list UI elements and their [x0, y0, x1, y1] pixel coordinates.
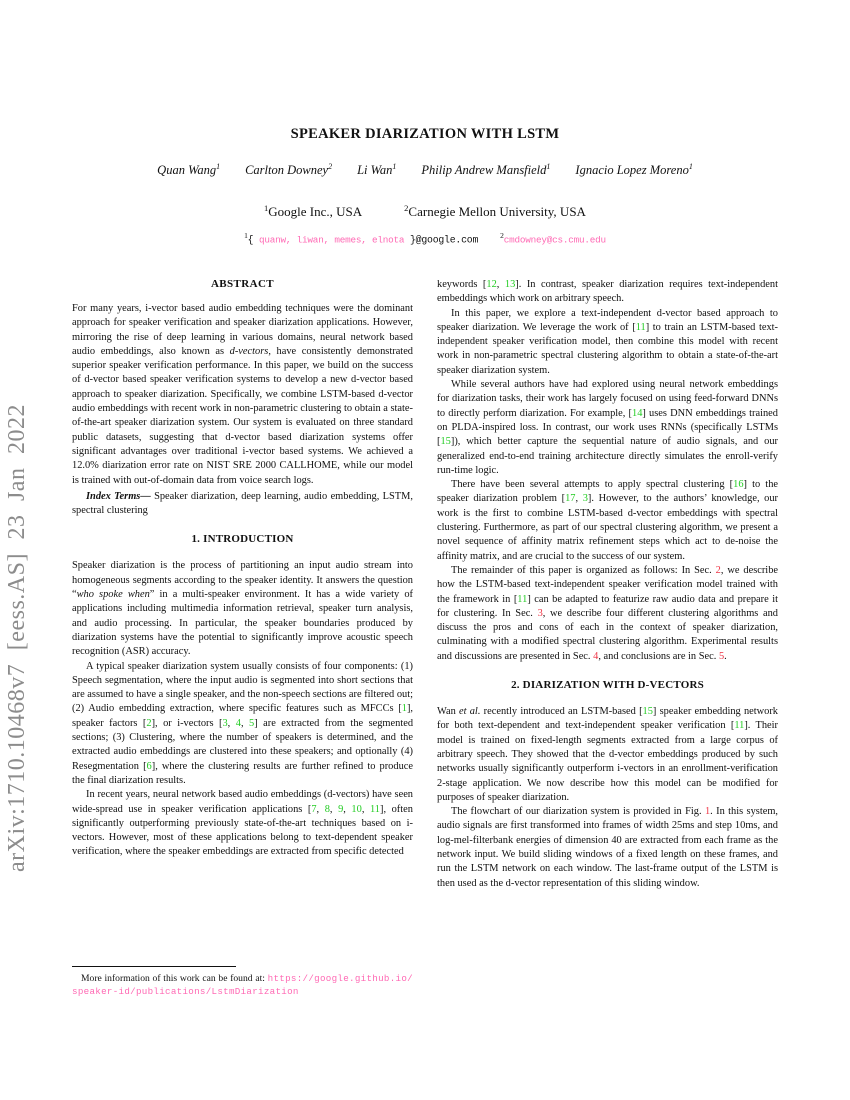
section-ref-link[interactable]: 1 — [704, 806, 711, 818]
text-span: d-vectors — [229, 345, 269, 357]
intro-paragraph — [72, 788, 413, 859]
body-paragraph — [437, 564, 778, 664]
affil-sup: 2 — [404, 203, 409, 213]
body-paragraph — [437, 378, 778, 478]
footnote — [72, 966, 413, 998]
text-span: More information of this work can be found at: — [81, 973, 268, 984]
text-span: In recent years, neural network based audio embeddings (d-vectors) have seen wide-spread use in speaker verification applications [ — [72, 789, 413, 815]
author-affil-sup: 1 — [216, 162, 221, 171]
text-span: ] speaker embedding network for both text-dependent and text-independent speaker verification [ — [437, 706, 778, 732]
text-span: Speaker diarization is the process of partitioning an input audio stream into homogeneous segments according to the speaker identity. It answers the question “ — [72, 560, 413, 601]
citation-link[interactable]: 13 — [504, 279, 516, 290]
author-name: Quan Wang — [157, 163, 217, 177]
text-span: ] are extracted from the segmented sections; (3) Clustering, where the number of speakers is determined, and the extracted audio embeddings are clustered into these speakers; and optionally (4) Resegmentation [ — [72, 717, 414, 772]
text-span: , have consistently demonstrated superior speaker verification performance. In this paper, we build on the success of d-vector based speaker verification systems to develop a new d-vector based approach to speaker diarization. Specifically, we combine LSTM-based d-vector audio embeddings with recent work in non-parametric clustering to obtain a state-of-the-art speaker diarization system. Our system is evaluated on three standard public datasets, suggesting that d-vector based diarization systems offer significant advantages over traditional i-vector based systems. We achieved a 12.0% diarization error rate on NIST SRE 2000 CALLHOME, while our model is trained with out-of-domain data from voice search logs. — [72, 345, 414, 486]
url-link[interactable]: memes — [334, 234, 362, 246]
citation-link[interactable]: 15 — [440, 436, 451, 448]
url-link[interactable]: , — [361, 234, 373, 246]
text-span: The remainder of this paper is organized as follows: In Sec. — [451, 564, 716, 576]
text-span: ]), which better capture the sequential nature of audio signals, and our generalized end-to-end training architecture directly simulates the enroll-verify run-time logic. — [437, 436, 778, 476]
citation-link[interactable]: 7 — [311, 803, 317, 815]
abstract-heading: ABSTRACT — [210, 278, 275, 290]
body-paragraph — [437, 278, 778, 307]
url-link[interactable]: elnota — [372, 234, 405, 246]
text-span: ], where the clustering results are further refined to produce the final diarization results. — [72, 760, 413, 786]
affiliation — [404, 203, 586, 220]
text-span: For many years, i-vector based audio embedding techniques were the dominant approach for speaker verification and speaker diarization applications. However, mirroring the rise of deep learning in various domains, neural network based audio embeddings, also known as — [72, 303, 413, 357]
citation-link[interactable]: 2 — [146, 717, 152, 729]
author-affil-sup: 1 — [392, 162, 397, 171]
text-span: While several authors have had explored using neural network embeddings for diarization tasks, their work has largely focused on using feed-forward DNNs to directly perform diarization. For example, [ — [437, 379, 778, 419]
citation-link[interactable]: 15 — [642, 706, 653, 718]
left-column — [72, 278, 413, 860]
text-span: { — [247, 234, 259, 246]
affil-name: Carnegie Mellon University, USA — [408, 204, 586, 219]
url-link[interactable]: https://google.github.io/speaker-id/publications/LstmDiarization — [72, 973, 413, 997]
text-span: ] can be adapted to featurize raw audio data and prepare it for clustering. In Sec. — [437, 593, 778, 619]
author-affil-sup: 1 — [688, 162, 693, 171]
text-span: } — [404, 234, 416, 246]
citation-link[interactable]: 16 — [733, 479, 744, 491]
author-name: Carlton Downey — [245, 163, 329, 177]
citation-link[interactable]: 11 — [517, 593, 528, 605]
section-ref-link[interactable]: 5 — [718, 650, 725, 662]
section1-heading: 1. INTRODUCTION — [191, 533, 294, 546]
text-span: Speaker diarization, deep learning, audio embedding, LSTM, spectral clustering — [72, 490, 413, 517]
url-link[interactable]: , — [285, 234, 297, 246]
footnote-rule — [72, 966, 236, 967]
author-list — [0, 162, 850, 178]
text-span: ]. However, to the authors’ knowledge, our work is the first to combine LSTM-based d-vector embeddings with spectral clustering. Furthermore, as part of our spectral clustering algorithm, we present a novel sequence of affinity matrix refinement steps which act to de-noise the affinity matrix, and are crucial to the success of our system. — [437, 493, 778, 562]
paper-title: SPEAKER DIARIZATION WITH LSTM — [290, 126, 560, 142]
text-span: , we describe four different clustering algorithms and discuss the pros and cons of each in the context of speaker diarization, culminating with a modified spectral clustering algorithm. Experimental results and discussions are presented in Sec. — [437, 607, 778, 662]
text-span: , — [227, 717, 236, 729]
text-span: , — [496, 279, 505, 290]
body-paragraph — [437, 478, 778, 564]
text-span: , — [361, 803, 370, 815]
author — [245, 162, 332, 178]
arxiv-watermark: arXiv:1710.10468v7 [eess.AS] 23 Jan 2022 — [4, 404, 30, 872]
text-span: ] uses DNN embeddings trained on PLDA-inspired loss. In contrast, our work uses RNNs (specifically LSTMs [ — [437, 407, 778, 448]
section-ref-link[interactable]: 4 — [593, 650, 599, 662]
text-span: @google.com — [415, 234, 479, 246]
text-span: , — [240, 717, 249, 729]
email-line — [0, 231, 850, 246]
text-span: , — [329, 803, 339, 815]
citation-link[interactable]: 6 — [146, 760, 152, 772]
section2-heading: 2. DIARIZATION WITH D-VECTORS — [511, 679, 704, 692]
index-terms — [72, 490, 413, 519]
text-span: keywords [ — [437, 279, 487, 290]
citation-link[interactable]: 11 — [369, 803, 380, 815]
citation-link[interactable]: 1 — [401, 703, 407, 715]
url-link[interactable]: liwan — [296, 234, 324, 246]
text-span: et al. — [459, 706, 481, 718]
text-span: The flowchart of our diarization system is provided in Fig. — [451, 806, 705, 818]
text-span: ] to the speaker diarization problem [ — [437, 479, 779, 505]
text-span: ]. Their model is trained on fixed-length segments extracted from a large corpus of arbitrary speech. They showed that the d-vector embeddings produced by such networks usually significantly outperform i-vectors in an enrollment-verification 2-stage application. We now describe how this model can be modified for purposes of speaker diarization. — [437, 720, 778, 803]
affiliation — [264, 203, 362, 220]
text-span: ], speaker factors [ — [72, 703, 413, 729]
url-link[interactable]: quanw — [259, 234, 286, 246]
citation-link[interactable]: 9 — [338, 803, 344, 815]
author — [357, 162, 396, 178]
affiliation-list — [0, 203, 850, 220]
author — [157, 162, 220, 178]
citation-link[interactable]: 5 — [249, 717, 255, 729]
citation-link[interactable]: 10 — [351, 803, 362, 815]
citation-link[interactable]: 14 — [632, 407, 643, 419]
text-span: In this paper, we explore a text-independent d-vector based approach to speaker diarization. We leverage the work of [ — [437, 307, 778, 333]
text-span: recently introduced an LSTM-based [ — [480, 706, 643, 718]
text-span: , — [343, 803, 352, 815]
body-paragraph — [437, 307, 778, 378]
text-span: . — [724, 650, 727, 662]
text-span: , — [575, 493, 583, 505]
citation-link[interactable]: 8 — [324, 803, 330, 815]
section-ref-link[interactable]: 3 — [537, 607, 543, 619]
intro-paragraph — [72, 660, 413, 789]
body-paragraph — [437, 805, 778, 891]
citation-link[interactable]: 3 — [222, 717, 228, 729]
text-span: , we describe how the LSTM-based text-independent speaker verification model trained with the framework in [ — [437, 564, 779, 605]
text-span: ], often significantly outperforming previously state-of-the-art techniques based on i-vectors. However, most of these applications belong to text-dependent speaker verification, where the speaker embeddings are extracted from specific detected — [72, 803, 413, 858]
citation-link[interactable]: 11 — [635, 321, 646, 333]
author-affil-sup: 1 — [546, 162, 551, 171]
text-span: Wan — [437, 706, 460, 718]
text-span: 2 — [500, 231, 504, 240]
text-span: ]. In contrast, speaker diarization requires text-independent embeddings which work on arbitrary speech. — [437, 279, 778, 305]
right-column — [437, 278, 778, 891]
body-paragraph — [437, 705, 778, 805]
affil-sup: 1 — [264, 203, 269, 213]
citation-link[interactable]: 11 — [734, 720, 745, 732]
author — [575, 162, 692, 178]
author-name: Philip Andrew Mansfield — [421, 163, 547, 177]
text-span: who spoke when — [76, 589, 150, 601]
text-span: ” in a multi-speaker environment. It has a wide variety of applications including multimedia information retrieval, speaker turn analysis, and audio processing. In particular, the speaker boundaries produced by diarization systems have the potential to significantly improve acoustic speech recognition (ASR) accuracy. — [72, 589, 413, 658]
text-span: , and conclusions are in Sec. — [598, 650, 719, 662]
text-span: . In this system, audio signals are first transformed into frames of width 25ms and step 10ms, and log-mel-filterbank energies of dimension 40 are extracted from each frame as the network input. We build sliding windows of a fixed length on these frames, and run the LSTM network on each window. The last-frame output of the LSTM is then used as the d-vector representation of this sliding window. — [437, 806, 778, 889]
text-span: , — [316, 803, 325, 815]
abstract-paragraph — [72, 302, 413, 488]
footnote-text — [72, 972, 413, 998]
author-name: Ignacio Lopez Moreno — [575, 163, 689, 177]
affil-name: Google Inc., USA — [268, 204, 363, 219]
text-span: ] to train an LSTM-based text-independent speaker verification model, then combine this model with recent work in non-parametric spectral clustering algorithm to obtain a state-of-the-art speaker diarization system. — [437, 321, 778, 376]
url-link[interactable]: cmdowney@cs.cmu.edu — [503, 234, 606, 246]
section-ref-link[interactable]: 2 — [715, 564, 721, 576]
text-span: Index Terms— — [86, 490, 155, 502]
text-span: There have been several attempts to apply spectral clustering [ — [451, 479, 734, 491]
intro-paragraph — [72, 559, 413, 659]
author-affil-sup: 2 — [328, 162, 333, 171]
author-name: Li Wan — [357, 163, 393, 177]
citation-link[interactable]: 17 — [565, 493, 576, 505]
citation-link[interactable]: 12 — [486, 279, 497, 290]
text-span: 1 — [244, 231, 248, 240]
citation-link[interactable]: 4 — [235, 717, 241, 729]
author — [421, 162, 550, 178]
text-span: ], or i-vectors [ — [151, 717, 223, 729]
text-span: A typical speaker diarization system usually consists of four components: (1) Speech segmentation, where the input audio is segmented into short sections that are assumed to have a single speaker, and the non-speech sections are filtered out; (2) Audio embedding extraction, where specific features such as MFCCs [ — [72, 660, 413, 715]
citation-link[interactable]: 3 — [582, 493, 588, 505]
url-link[interactable]: , — [323, 234, 335, 246]
